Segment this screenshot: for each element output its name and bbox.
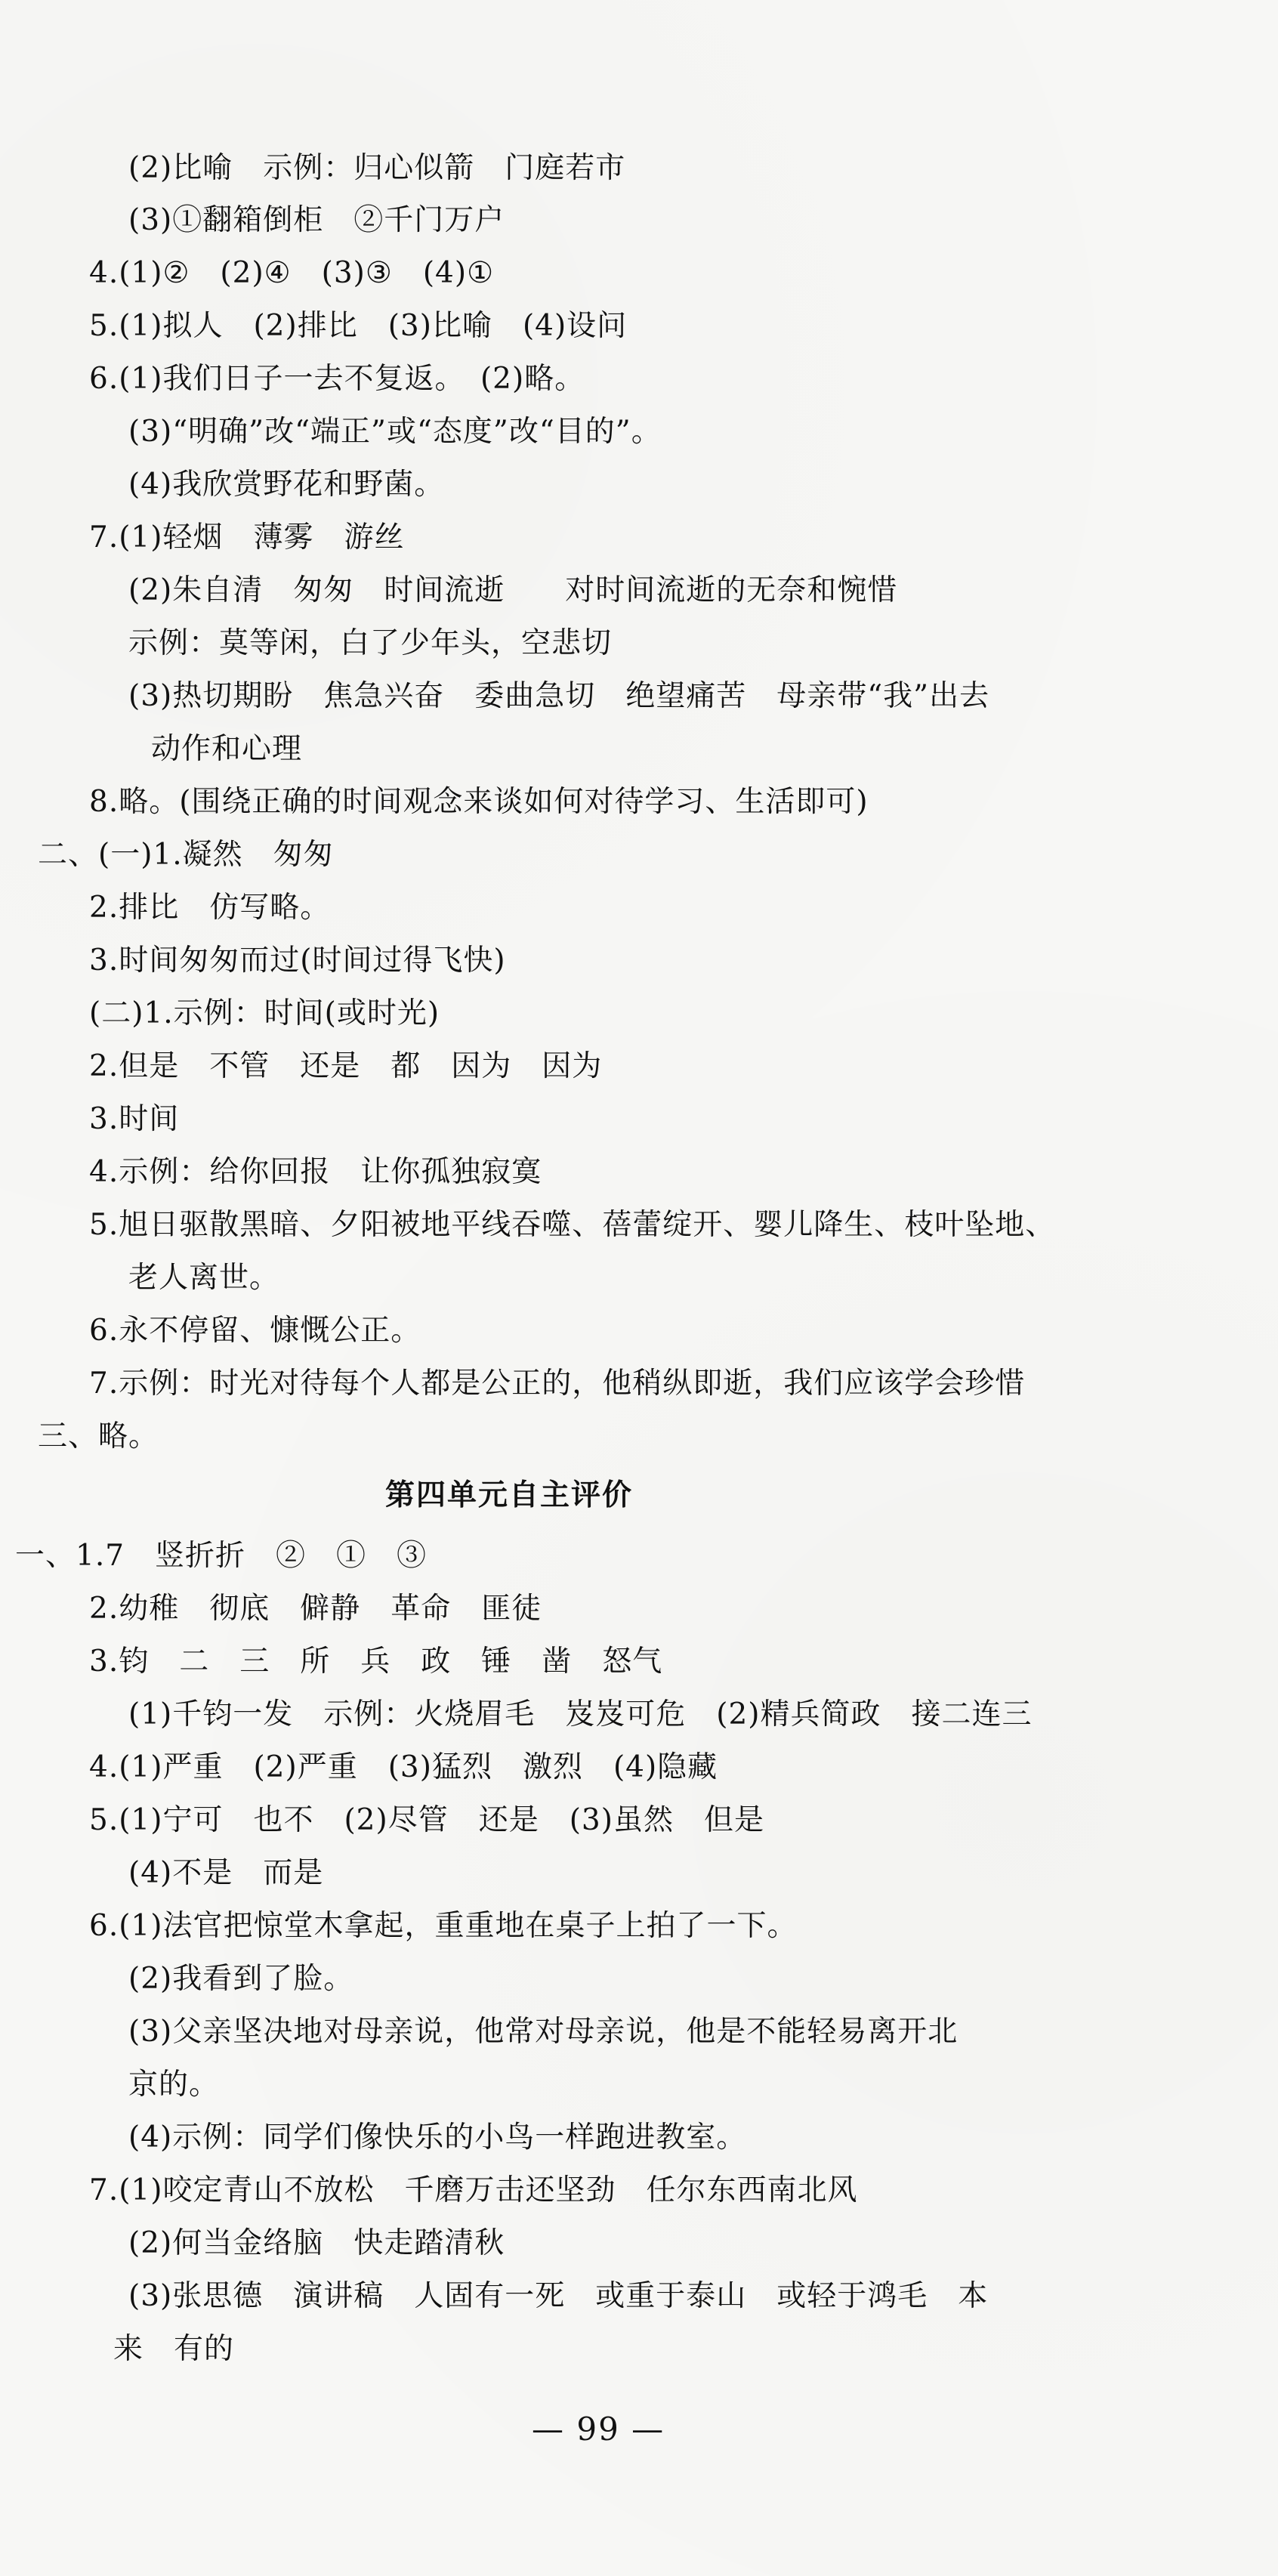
answer-line: (1)千钧一发 示例：火烧眉毛 岌岌可危 (2)精兵简政 接二连三 <box>128 1697 1033 1731</box>
answer-line: 二、(一)1.凝然 匆匆 <box>38 838 334 872</box>
answer-line: 5.旭日驱散黑暗、夕阳被地平线吞噬、蓓蕾绽开、婴儿降生、枝叶坠地、 <box>89 1208 1056 1242</box>
answer-line: 7.(1)轻烟 薄雾 游丝 <box>89 520 405 554</box>
answer-line: 京的。 <box>128 2068 220 2102</box>
answer-line: (3)热切期盼 焦急兴奋 委曲急切 绝望痛苦 母亲带“我”出去 <box>128 679 990 713</box>
answer-line: 示例：莫等闲，白了少年头，空悲切 <box>128 626 613 660</box>
answer-line: (2)我看到了脸。 <box>128 1962 354 1996</box>
answer-line: 2.但是 不管 还是 都 因为 因为 <box>89 1049 603 1083</box>
answer-line: 3.钧 二 三 所 兵 政 锤 凿 怒气 <box>89 1645 663 1679</box>
answer-line: (4)不是 而是 <box>128 1856 324 1890</box>
answer-line: 来 有的 <box>113 2332 235 2366</box>
answer-line: (2)朱自清 匆匆 时间流逝 对时间流逝的无奈和惋惜 <box>128 573 898 607</box>
answer-line: 6.(1)法官把惊堂木拿起，重重地在桌子上拍了一下。 <box>89 1909 798 1943</box>
answer-line: 4.(1)严重 (2)严重 (3)猛烈 激烈 (4)隐藏 <box>89 1750 718 1784</box>
section-heading: 第四单元自主评价 <box>385 1478 634 1512</box>
answer-line: (3)①翻箱倒柜 ②千门万户 <box>128 203 505 237</box>
answer-line: 一、1.7 竖折折 ② ① ③ <box>15 1539 428 1573</box>
answer-line: (2)比喻 示例：归心似箭 门庭若市 <box>128 151 626 185</box>
answer-line: 7.(1)咬定青山不放松 千磨万击还坚劲 任尔东西南北风 <box>89 2173 858 2207</box>
page-number: — 99 — <box>532 2411 665 2448</box>
answer-line: (3)父亲坚决地对母亲说，他常对母亲说，他是不能轻易离开北 <box>128 2015 958 2049</box>
answer-line: (4)示例：同学们像快乐的小鸟一样跑进教室。 <box>128 2120 747 2154</box>
answer-line: (二)1.示例：时间(或时光) <box>89 996 440 1030</box>
answer-line: 7.示例：时光对待每个人都是公正的，他稍纵即逝，我们应该学会珍惜 <box>89 1367 1026 1401</box>
answer-line: 4.(1)② (2)④ (3)③ (4)① <box>89 256 495 290</box>
answer-line: (2)何当金络脑 快走踏清秋 <box>128 2226 505 2260</box>
answer-line: (3)张思德 演讲稿 人固有一死 或重于泰山 或轻于鸿毛 本 <box>128 2279 989 2313</box>
answer-line: 2.排比 仿写略。 <box>89 891 331 925</box>
answer-line: 3.时间 <box>89 1102 180 1136</box>
answer-line: (4)我欣赏野花和野菌。 <box>128 468 445 502</box>
answer-line: 8.略。(围绕正确的时间观念来谈如何对待学习、生活即可) <box>89 785 869 819</box>
answer-line: 老人离世。 <box>128 1261 280 1295</box>
answer-line: 4.示例：给你回报 让你孤独寂寞 <box>89 1155 542 1189</box>
answer-line: (3)“明确”改“端正”或“态度”改“目的”。 <box>128 415 662 449</box>
answer-line: 动作和心理 <box>151 732 303 766</box>
answer-line: 2.幼稚 彻底 僻静 革命 匪徒 <box>89 1592 542 1626</box>
answer-line: 6.永不停留、慷慨公正。 <box>89 1314 421 1348</box>
answer-line: 3.时间匆匆而过(时间过得飞快) <box>89 944 506 978</box>
answer-line: 5.(1)拟人 (2)排比 (3)比喻 (4)设问 <box>89 309 628 343</box>
answer-line: 三、略。 <box>38 1419 159 1453</box>
answer-line: 5.(1)宁可 也不 (2)尽管 还是 (3)虽然 但是 <box>89 1803 764 1837</box>
answer-line: 6.(1)我们日子一去不复返。 (2)略。 <box>89 362 585 396</box>
